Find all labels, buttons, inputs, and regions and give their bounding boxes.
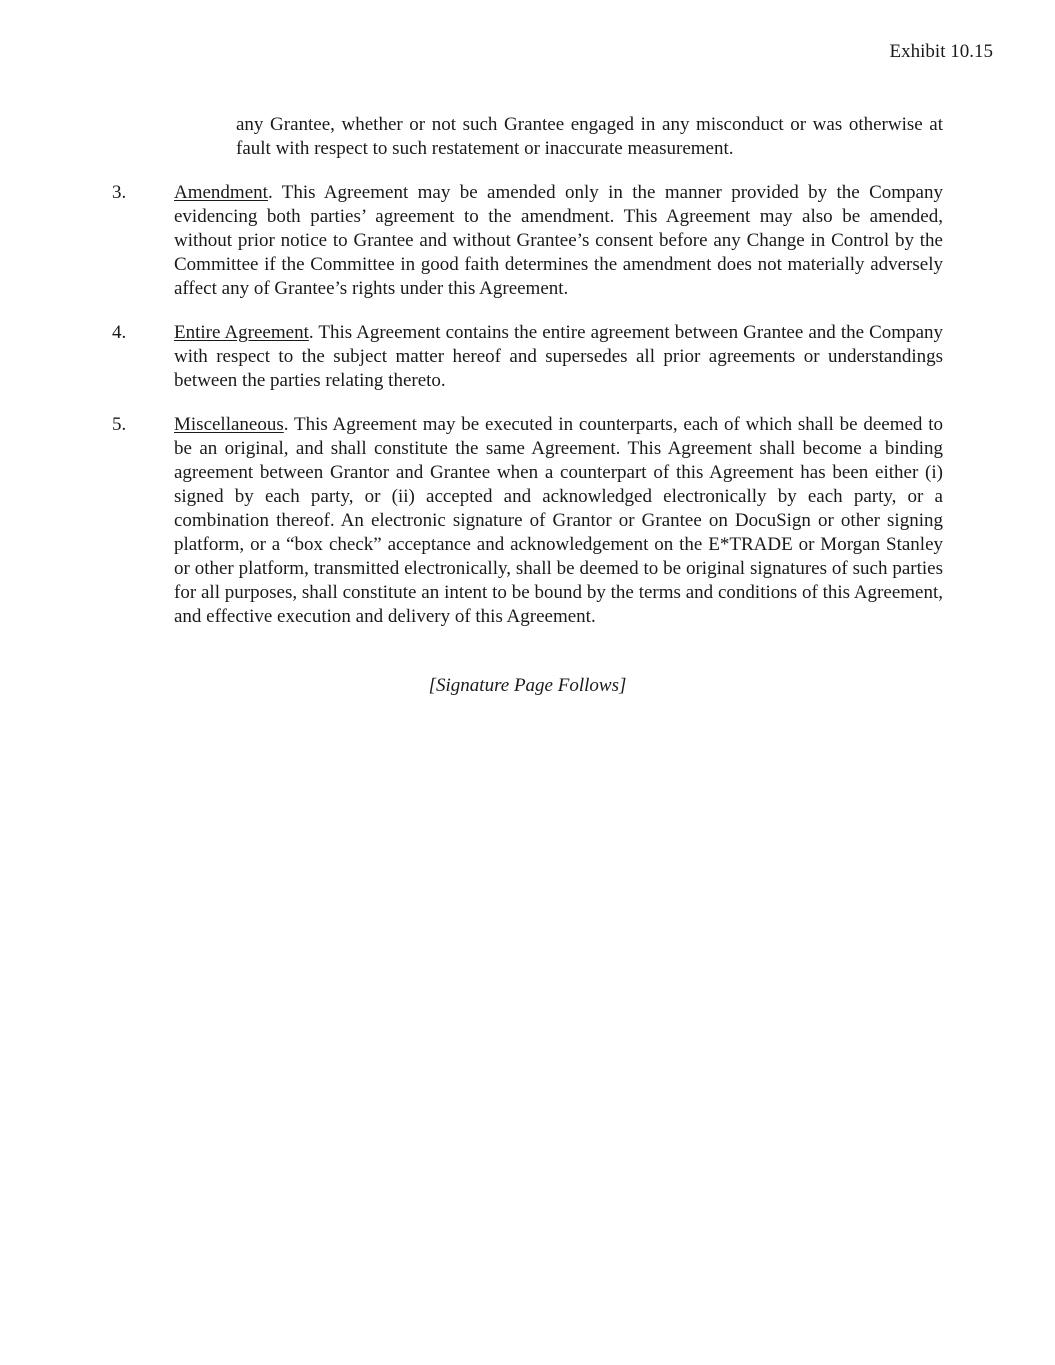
section-amendment: [112, 181, 943, 301]
section-body: [174, 181, 943, 301]
section-body: [174, 321, 943, 393]
section-text: . This Agreement may be executed in counterparts, each of which shall be deemed to be an original, and shall constitute the same Agreement. This Agreement shall become a binding agreement between Grantor and Grantee when a counterpart of this Agreement has been either (i) signed by each party, or (ii) accepted and acknowledged electronically by each party, or a combination thereof. An electronic signature of Grantor or Grantee on DocuSign or other signing platform, or a “box check” acceptance and acknowledgement on the E*TRADE or Morgan Stanley or other platform, transmitted electronically, shall be deemed to be original signatures of such parties for all purposes, shall constitute an intent to be bound by the terms and conditions of this Agreement, and effective execution and delivery of this Agreement.: [174, 414, 943, 627]
section-heading: Amendment: [174, 182, 268, 203]
continuation-paragraph: any Grantee, whether or not such Grantee engaged in any misconduct or was otherwise at fault with respect to such restatement or inaccurate measurement.: [236, 114, 943, 159]
section-text: . This Agreement contains the entire agreement between Grantee and the Company with respect to the subject matter hereof and supersedes all prior agreements or understandings between the parties relating thereto.: [174, 322, 944, 391]
section-number: 3.: [112, 182, 127, 203]
section-heading: Miscellaneous: [174, 414, 284, 435]
signature-page-note: [Signature Page Follows]: [428, 675, 627, 696]
exhibit-label: Exhibit 10.15: [889, 41, 993, 62]
section-text: . This Agreement may be amended only in the manner provided by the Company evidencing both parties’ agreement to the amendment. This Agreement may also be amended, without prior notice to Grantee and without Grantee’s consent before any Change in Control by the Committee if the Committee in good faith determines the amendment does not materially adversely affect any of Grantee’s rights under this Agreement.: [174, 182, 943, 299]
section-number: 4.: [112, 322, 127, 343]
section-body: [174, 413, 943, 629]
section-heading: Entire Agreement: [174, 322, 309, 343]
section-number: 5.: [112, 414, 127, 435]
section-entire-agreement: [112, 321, 943, 393]
section-miscellaneous: [112, 413, 943, 629]
